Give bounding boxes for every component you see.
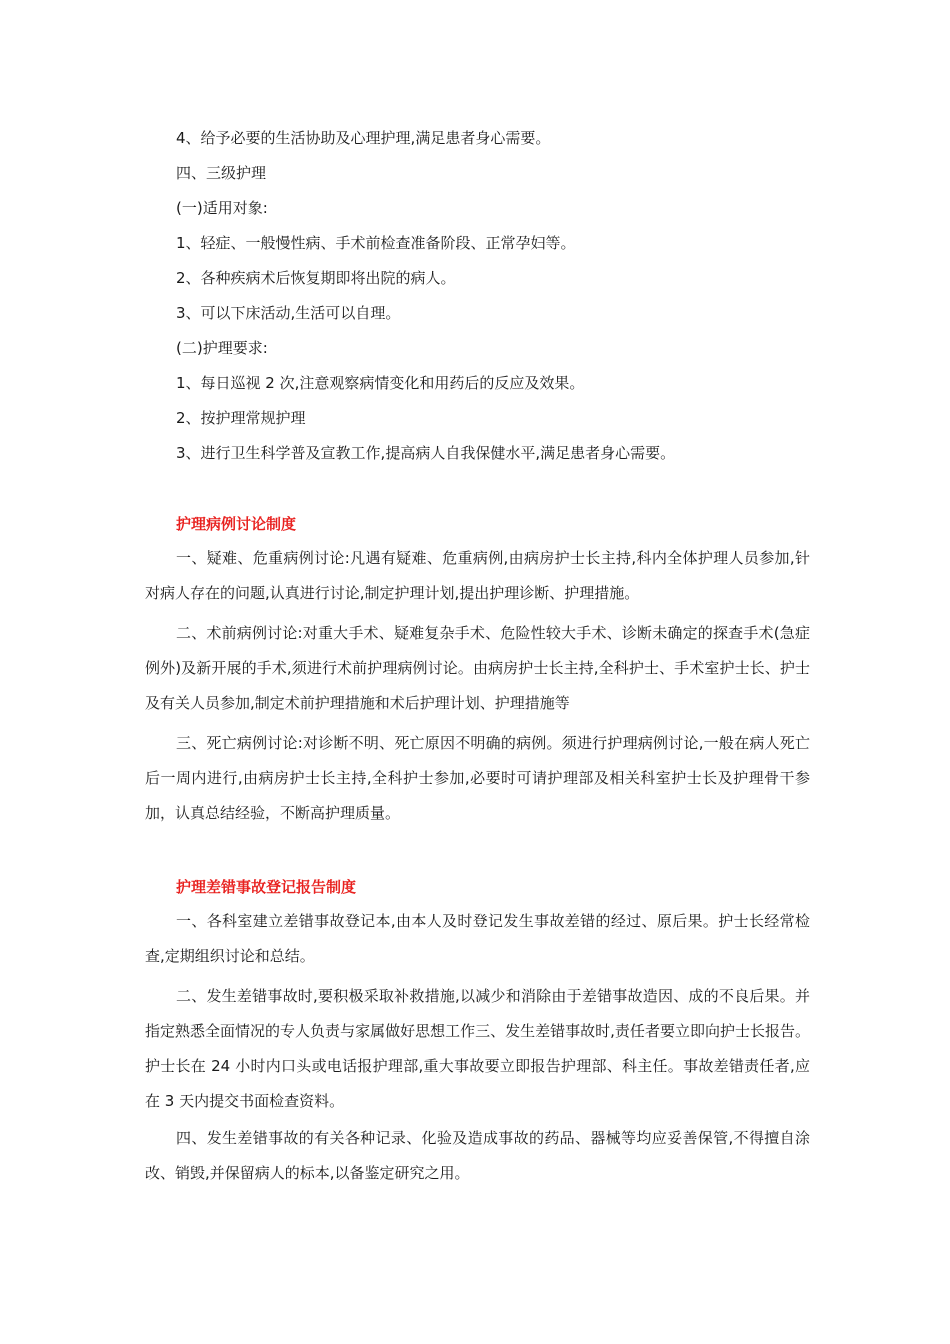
list-item-applicable-2: 2、各种疾病术后恢复期即将出院的病人。 (176, 269, 456, 287)
paragraph-error-reporting-1: 一、各科室建立差错事故登记本,由本人及时登记发生事故差错的经过、原后果。护士长经常检查,定期组织讨论和总结。 (145, 912, 810, 965)
subsection-title-requirements: (二)护理要求: (176, 339, 268, 357)
list-item-requirement-1: 1、每日巡视 2 次,注意观察病情变化和用药后的反应及效果。 (176, 374, 585, 392)
section-title-level3: 四、三级护理 (176, 164, 267, 182)
paragraph-error-reporting-3: 四、发生差错事故的有关各种记录、化验及造成事故的药品、器械等均应妥善保管,不得擅自涂改、销毁,并保留病人的标本,以备鉴定研究之用。 (145, 1129, 810, 1182)
heading-case-discussion: 护理病例讨论制度 (176, 515, 297, 533)
list-item-level2-item4: 4、给予必要的生活协助及心理护理,满足患者身心需要。 (176, 129, 551, 147)
list-item-applicable-1: 1、轻症、一般慢性病、手术前检查准备阶段、正常孕妇等。 (176, 234, 576, 252)
list-item-requirement-2: 2、按护理常规护理 (176, 409, 306, 427)
heading-error-reporting: 护理差错事故登记报告制度 (176, 878, 357, 896)
paragraph-case-discussion-1: 一、疑难、危重病例讨论:凡遇有疑难、危重病例,由病房护士长主持,科内全体护理人员参加,针对病人存在的问题,认真进行讨论,制定护理计划,提出护理诊断、护理措施。 (145, 549, 810, 602)
paragraph-case-discussion-3: 三、死亡病例讨论:对诊断不明、死亡原因不明确的病例。须进行护理病例讨论,一般在病人死亡后一周内进行,由病房护士长主持,全科护士参加,必要时可请护理部及相关科室护士长及护理骨干参加，认真总结经验，不断高护理质量。 (145, 734, 810, 822)
subsection-title-applicable: (一)适用对象: (176, 199, 268, 217)
list-item-applicable-3: 3、可以下床活动,生活可以自理。 (176, 304, 401, 322)
paragraph-error-reporting-2: 二、发生差错事故时,要积极采取补救措施,以减少和消除由于差错事故造因、成的不良后果。并指定熟悉全面情况的专人负责与家属做好思想工作三、发生差错事故时,责任者要立即向护士长报告。护士长在 24 小时内口头或电话报护理部,重大事故要立即报告护理部、科主任。事故差错责任者,应在 3 天内提交书面检查资料。 (145, 987, 810, 1110)
paragraph-case-discussion-2: 二、术前病例讨论:对重大手术、疑难复杂手术、危险性较大手术、诊断未确定的探查手术(急症例外)及新开展的手术,须进行术前护理病例讨论。由病房护士长主持,全科护士、手术室护士长、护士及有关人员参加,制定术前护理措施和术后护理计划、护理措施等 (145, 624, 810, 712)
list-item-requirement-3: 3、进行卫生科学普及宣教工作,提高病人自我保健水平,满足患者身心需要。 (176, 444, 676, 462)
